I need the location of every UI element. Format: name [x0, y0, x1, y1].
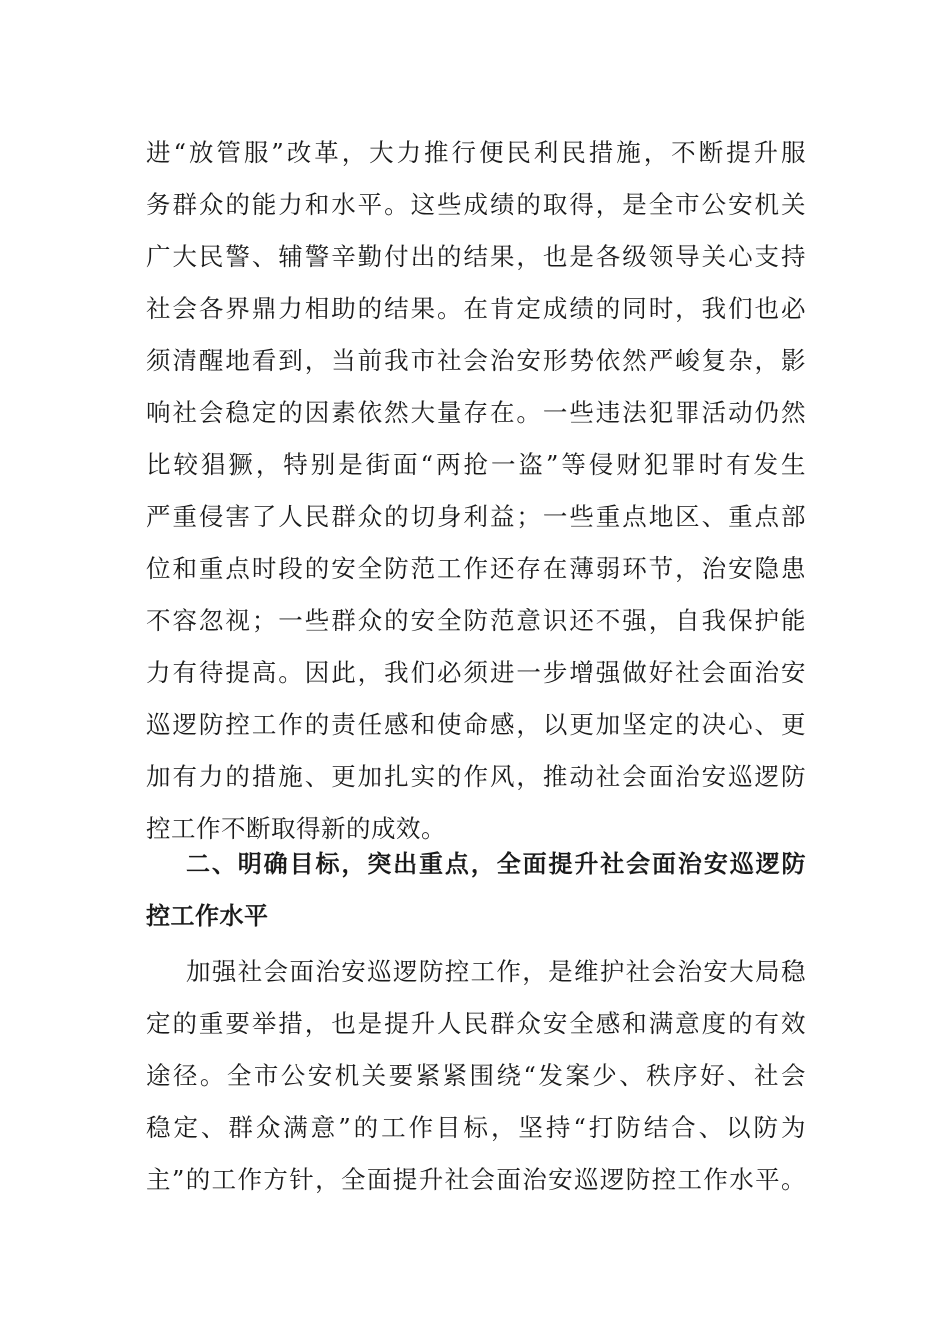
text-line: 控工作不断取得新的成效。 [146, 814, 446, 843]
section-heading-2 [146, 838, 806, 942]
text-line: 稳定、群众满意”的工作目标，坚持“打防结合、以防为 [146, 1113, 806, 1142]
body-paragraph-1 [146, 127, 806, 855]
text-line: 须清醒地看到，当前我市社会治安形势依然严峻复杂，影 [146, 346, 806, 375]
heading-line: 二、明确目标，突出重点，全面提升社会面治安巡逻防 [186, 850, 806, 878]
text-line: 加强社会面治安巡逻防控工作，是维护社会治安大局稳 [186, 957, 806, 986]
text-line: 严重侵害了人民群众的切身利益；一些重点地区、重点部 [146, 502, 806, 531]
text-line: 社会各界鼎力相助的结果。在肯定成绩的同时，我们也必 [146, 294, 806, 323]
text-line: 巡逻防控工作的责任感和使命感，以更加坚定的决心、更 [146, 710, 806, 739]
text-line: 进“放管服”改革，大力推行便民利民措施，不断提升服 [146, 138, 806, 167]
text-line: 主”的工作方针，全面提升社会面治安巡逻防控工作水平。 [146, 1165, 806, 1194]
heading-line: 控工作水平 [146, 902, 269, 930]
text-line: 加有力的措施、更加扎实的作风，推动社会面治安巡逻防 [146, 762, 806, 791]
text-line: 广大民警、辅警辛勤付出的结果，也是各级领导关心支持 [146, 242, 806, 271]
text-line: 比较猖獗，特别是街面“两抢一盗”等侵财犯罪时有发生 [146, 450, 806, 479]
text-line: 不容忽视；一些群众的安全防范意识还不强，自我保护能 [146, 606, 806, 635]
body-paragraph-2 [146, 946, 806, 1206]
text-line: 途径。全市公安机关要紧紧围绕“发案少、秩序好、社会 [146, 1061, 806, 1090]
text-line: 位和重点时段的安全防范工作还存在薄弱环节，治安隐患 [146, 554, 806, 583]
text-line: 力有待提高。因此，我们必须进一步增强做好社会面治安 [146, 658, 806, 687]
text-line: 定的重要举措，也是提升人民群众安全感和满意度的有效 [146, 1009, 806, 1038]
text-line: 务群众的能力和水平。这些成绩的取得，是全市公安机关 [146, 190, 806, 219]
text-line: 响社会稳定的因素依然大量存在。一些违法犯罪活动仍然 [146, 398, 806, 427]
